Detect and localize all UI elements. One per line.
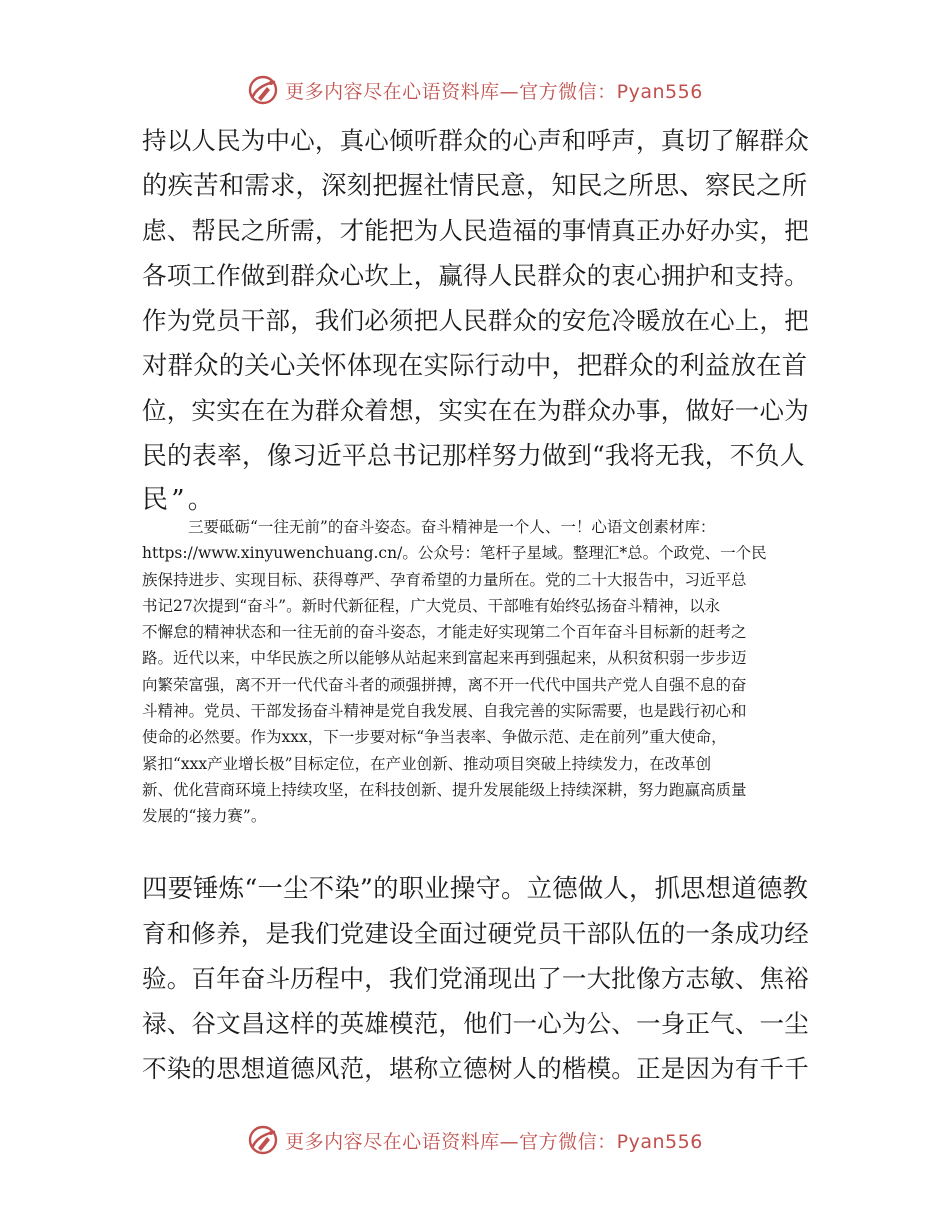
text-line: 位，实实在在为群众着想，实实在在为群众办事，做好一心为 [142, 396, 809, 425]
text-line: 新、优化营商环境上持续攻坚，在科技创新、提升发展能级上持续深耕，努力跑赢高质量 [142, 780, 747, 799]
text-line: 禄、谷文昌这样的英雄模范，他们一心为公、一身正气、一尘 [142, 1009, 809, 1038]
text-line: 紧扣“xxx产业增长极”目标定位，在产业创新、推动项目突破上持续发力，在改革创 [142, 754, 712, 773]
seal-logo-icon [247, 1124, 279, 1156]
seal-logo-icon [247, 74, 279, 106]
text-line: 向繁荣富强，离不开一代代奋斗者的顽强拼搏，离不开一代代中国共产党人自强不息的奋 [142, 675, 747, 694]
text-line: 斗精神。党员、干部发扬奋斗精神是党自我发展、自我完善的实际需要，也是践行初心和 [142, 702, 747, 721]
text-line: https://www.xinyuwenchuang.cn/。公众号：笔杆子星域。整理汇*总。个政党、一个民 [142, 544, 767, 563]
text-line: 各项工作做到群众心坎上，赢得人民群众的衷心拥护和支持。 [142, 261, 809, 290]
header-watermark-text: 更多内容尽在心语资料库—官方微信：Pyan556 [285, 80, 703, 103]
text-line: 对群众的关心关怀体现在实际行动中，把群众的利益放在首 [142, 350, 808, 380]
paragraph-people-centered [142, 118, 810, 523]
text-line: 的疾苦和需求，深刻把握社情民意，知民之所思、察民之所 [142, 170, 808, 200]
text-line: 持以人民为中心，真心倾听群众的心声和呼声，真切了解群众 [142, 126, 809, 155]
text-line: 不染的思想道德风范，堪称立德树人的楷模。正是因为有千千 [142, 1054, 809, 1083]
text-line: 不懈怠的精神状态和一往无前的奋斗姿态，才能走好实现第二个百年奋斗目标新的赶考之 [142, 623, 747, 642]
text-line: 虑、帮民之所需，才能把为人民造福的事情真正办好办实，把 [142, 216, 809, 245]
text-line: 书记27次提到“奋斗”。新时代新征程，广大党员、干部唯有始终弘扬奋斗精神，以永 [142, 596, 721, 615]
paragraph-professional-ethics [142, 866, 810, 1091]
text-line: 作为党员干部，我们必须把人民群众的安危冷暖放在心上，把 [142, 306, 809, 335]
header-watermark-banner [0, 70, 950, 110]
text-line: 三要砥砺“一往无前”的奋斗姿态。奋斗精神是一个人、一！心语文创素材库： [188, 518, 716, 536]
text-line: 验。百年奋斗历程中，我们党涌现出了一大批像方志敏、焦裕 [142, 964, 809, 993]
text-line: 四要锤炼“一尘不染”的职业操守。立德做人，抓思想道德教 [142, 873, 809, 903]
text-line: 使命的必然要。作为xxx，下一步要对标“争当表率、争做示范、走在前列”重大使命， [142, 728, 727, 747]
text-line: 育和修养，是我们党建设全面过硬党员干部队伍的一条成功经 [142, 919, 809, 948]
paragraph-striving-spirit [142, 514, 810, 830]
text-line: 民的表率，像习近平总书记那样努力做到“我将无我，不负人 [142, 441, 805, 470]
text-line: 民”。 [142, 485, 217, 515]
text-line: 族保持进步、实现目标、获得尊严、孕育希望的力量所在。党的二十大报告中，习近平总 [142, 570, 747, 589]
text-line: 路。近代以来，中华民族之所以能够从站起来到富起来再到强起来，从积贫积弱一步步迈 [142, 649, 747, 668]
footer-watermark-banner [0, 1120, 950, 1160]
text-line: 发展的“接力赛”。 [142, 807, 267, 826]
footer-watermark-text: 更多内容尽在心语资料库—官方微信：Pyan556 [285, 1130, 703, 1153]
